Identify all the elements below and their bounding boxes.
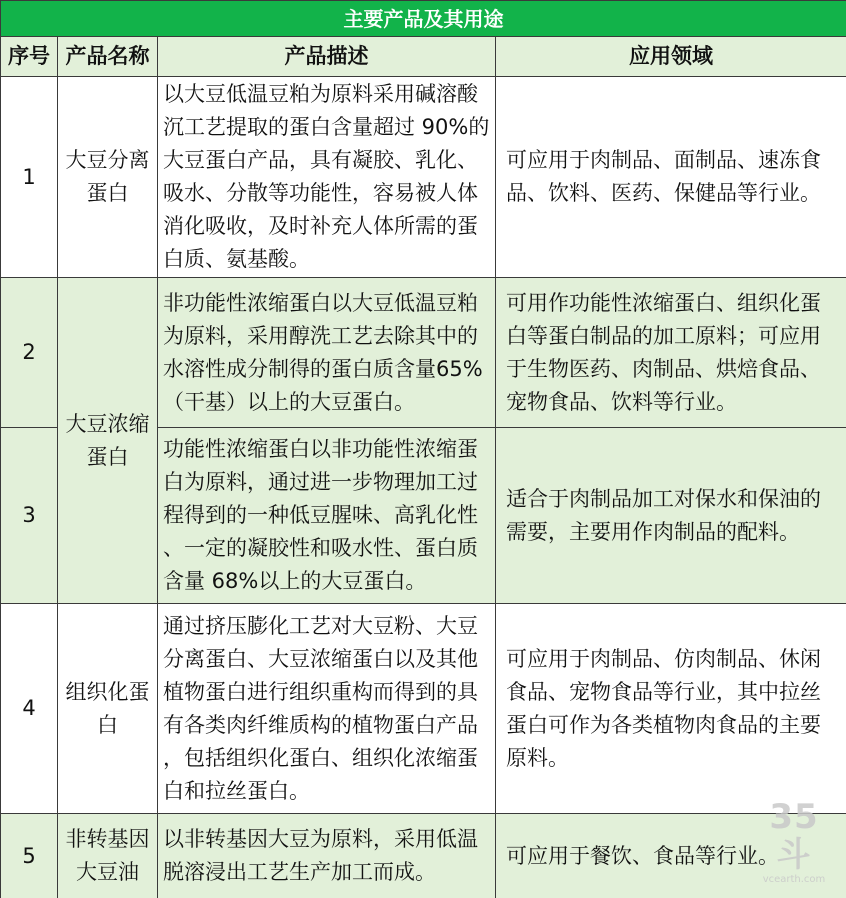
watermark-logo: 35斗	[769, 797, 819, 875]
row-number: 1	[1, 77, 58, 278]
application-field: 适合于肉制品加工对保水和保油的需要，主要用作肉制品的配料。	[496, 428, 846, 604]
header-no: 序号	[1, 37, 58, 77]
product-name: 组织化蛋白	[58, 604, 158, 814]
table-row	[1, 278, 846, 428]
row-number: 4	[1, 604, 58, 814]
product-name: 大豆浓缩蛋白	[58, 278, 158, 604]
product-description: 以非转基因大豆为原料，采用低温脱溶浸出工艺生产加工而成。	[158, 814, 496, 898]
product-description: 功能性浓缩蛋白以非功能性浓缩蛋白为原料，通过进一步物理加工过程得到的一种低豆腥味、高乳化性、一定的凝胶性和吸水性、蛋白质含量 68%以上的大豆蛋白。	[158, 428, 496, 604]
row-number: 5	[1, 814, 58, 898]
table-row	[1, 814, 846, 898]
application-field: 可用作功能性浓缩蛋白、组织化蛋白等蛋白制品的加工原料；可应用于生物医药、肉制品、烘焙食品、宠物食品、饮料等行业。	[496, 278, 846, 428]
table-title-row	[1, 1, 846, 37]
application-field: 可应用于肉制品、仿肉制品、休闲食品、宠物食品等行业，其中拉丝蛋白可作为各类植物肉食品的主要原料。	[496, 604, 846, 814]
product-description: 非功能性浓缩蛋白以大豆低温豆粕为原料，采用醇洗工艺去除其中的水溶性成分制得的蛋白质含量65%（干基）以上的大豆蛋白。	[158, 278, 496, 428]
product-description: 通过挤压膨化工艺对大豆粉、大豆分离蛋白、大豆浓缩蛋白以及其他植物蛋白进行组织重构而得到的具有各类肉纤维质构的植物蛋白产品，包括组织化蛋白、组织化浓缩蛋白和拉丝蛋白。	[158, 604, 496, 814]
header-application-field: 应用领域	[496, 37, 846, 77]
row-number: 2	[1, 278, 58, 428]
header-product-description: 产品描述	[158, 37, 496, 77]
table-row	[1, 77, 846, 278]
application-field: 可应用于肉制品、面制品、速冻食品、饮料、医药、保健品等行业。	[496, 77, 846, 278]
table-title: 主要产品及其用途	[1, 1, 846, 37]
header-product-name: 产品名称	[58, 37, 158, 77]
product-name: 非转基因大豆油	[58, 814, 158, 898]
row-number: 3	[1, 428, 58, 604]
table-header-row	[1, 37, 846, 77]
application-field: 可应用于餐饮、食品等行业。	[496, 814, 846, 898]
watermark-site: vcearth.com	[762, 874, 826, 885]
product-description: 以大豆低温豆粕为原料采用碱溶酸沉工艺提取的蛋白含量超过 90%的大豆蛋白产品，具有凝胶、乳化、吸水、分散等功能性，容易被人体消化吸收，及时补充人体所需的蛋白质、氨基酸。	[158, 77, 496, 278]
table-row	[1, 604, 846, 814]
product-name: 大豆分离蛋白	[58, 77, 158, 278]
